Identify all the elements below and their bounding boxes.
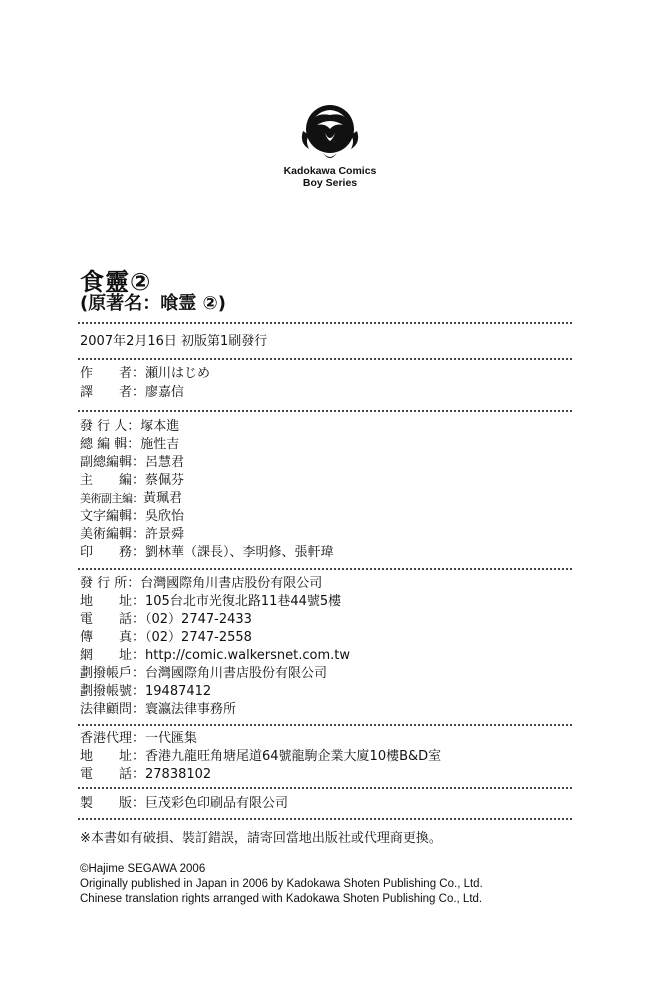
- printing-label: 製 版：: [80, 796, 146, 811]
- staff-label: 美術副主編：: [80, 492, 143, 505]
- publisher-label: 網 址：: [80, 648, 146, 663]
- hk-value: 一代匯集: [145, 731, 198, 746]
- copyright-line: Chinese translation rights arranged with Kadokawa Shoten Publishing Co., Ltd.: [80, 893, 483, 905]
- credit-value: 瀬川はじめ: [145, 366, 211, 381]
- staff-value: 黃珮君: [143, 491, 183, 506]
- dotted-divider: [78, 818, 572, 820]
- edition-line: 2007年2月16日 初版第1刷發行: [80, 334, 268, 349]
- publisher-label: 法律顧問：: [80, 702, 146, 717]
- publisher-value: 19487412: [145, 684, 212, 699]
- staff-value: 施性吉: [140, 437, 180, 452]
- staff-value: 吳欣怡: [145, 509, 185, 524]
- publisher-row: [80, 648, 350, 664]
- publisher-label: 劃撥帳戶：: [80, 666, 146, 681]
- credit-label: 作 者：: [80, 366, 146, 381]
- staff-row: [80, 419, 179, 435]
- phoenix-logo-icon: [295, 95, 365, 165]
- staff-label: 文字編輯：: [80, 509, 146, 524]
- staff-row: [80, 473, 184, 489]
- hk-label: 香港代理：: [80, 731, 146, 746]
- staff-row: [80, 491, 182, 507]
- hk-agent-row: [80, 731, 197, 747]
- credit-value: 廖嘉信: [145, 385, 185, 400]
- dotted-divider: [78, 568, 572, 570]
- staff-row: [80, 527, 184, 543]
- hk-value: 香港九龍旺角塘尾道64號龍駒企業大廈10樓B&D室: [145, 749, 442, 764]
- staff-row: [80, 437, 179, 453]
- dotted-divider: [78, 787, 572, 789]
- publisher-label: 地 址：: [80, 594, 146, 609]
- publisher-row: [80, 666, 327, 682]
- staff-label: 美術編輯：: [80, 527, 146, 542]
- staff-value: 許景舜: [145, 527, 185, 542]
- publisher-row: [80, 576, 322, 592]
- original-title: (原著名：喰霊 ②): [80, 293, 226, 314]
- publisher-row: [80, 702, 236, 718]
- staff-label: 總 編 輯：: [80, 437, 141, 452]
- copyright-line: ©Hajime SEGAWA 2006: [80, 863, 206, 875]
- printing-row: [80, 796, 288, 812]
- publisher-label: 發 行 所：: [80, 576, 141, 591]
- dotted-divider: [78, 410, 572, 412]
- publisher-website: http://comic.walkersnet.com.tw: [145, 648, 350, 663]
- publisher-value: 105台北市光復北路11巷44號5樓: [145, 594, 342, 609]
- hk-label: 電 話：: [80, 767, 146, 782]
- credit-label: 譯 者：: [80, 385, 146, 400]
- credit-author: [80, 366, 210, 382]
- printing-value: 巨茂彩色印刷品有限公司: [145, 796, 289, 811]
- imprint-name: Kadokawa Comics: [283, 165, 377, 177]
- staff-value: 蔡佩芬: [145, 473, 185, 488]
- publisher-row: [80, 630, 252, 646]
- copyright-line: Originally published in Japan in 2006 by Kadokawa Shoten Publishing Co., Ltd.: [80, 878, 483, 890]
- staff-label: 副總編輯：: [80, 455, 146, 470]
- staff-label: 印 務：: [80, 545, 146, 560]
- staff-label: 發 行 人：: [80, 419, 141, 434]
- staff-label: 主 編：: [80, 473, 146, 488]
- book-title: 食靈②: [80, 268, 152, 296]
- imprint-series: Boy Series: [302, 177, 358, 189]
- hk-value: 27838102: [145, 767, 212, 782]
- dotted-divider: [78, 358, 572, 360]
- publisher-label: 傳 真：: [80, 630, 146, 645]
- credit-translator: [80, 385, 184, 401]
- staff-row: [80, 455, 184, 471]
- publisher-label: 電 話：: [80, 612, 146, 627]
- publisher-value: 寰瀛法律事務所: [145, 702, 237, 717]
- staff-value: 劉林華（課長）、李明修、張軒瑋: [145, 545, 334, 560]
- publisher-row: [80, 684, 211, 700]
- staff-value: 塚本進: [140, 419, 180, 434]
- publisher-value: 台灣國際角川書店股份有限公司: [140, 576, 323, 591]
- publisher-label: 劃撥帳號：: [80, 684, 146, 699]
- staff-value: 呂慧君: [145, 455, 185, 470]
- dotted-divider: [78, 724, 572, 726]
- publisher-value: （02）2747-2433: [145, 612, 252, 627]
- hk-label: 地 址：: [80, 749, 146, 764]
- publisher-logo: [230, 95, 430, 189]
- staff-row: [80, 509, 184, 525]
- hk-agent-row: [80, 767, 211, 783]
- publisher-value: （02）2747-2558: [145, 630, 252, 645]
- dotted-divider: [78, 322, 572, 324]
- publisher-row: [80, 612, 252, 628]
- publisher-row: [80, 594, 341, 610]
- staff-row: [80, 545, 334, 561]
- publisher-value: 台灣國際角川書店股份有限公司: [145, 666, 328, 681]
- hk-agent-row: [80, 749, 441, 765]
- damage-notice: ※本書如有破損、裝訂錯誤，請寄回當地出版社或代理商更換。: [80, 831, 442, 846]
